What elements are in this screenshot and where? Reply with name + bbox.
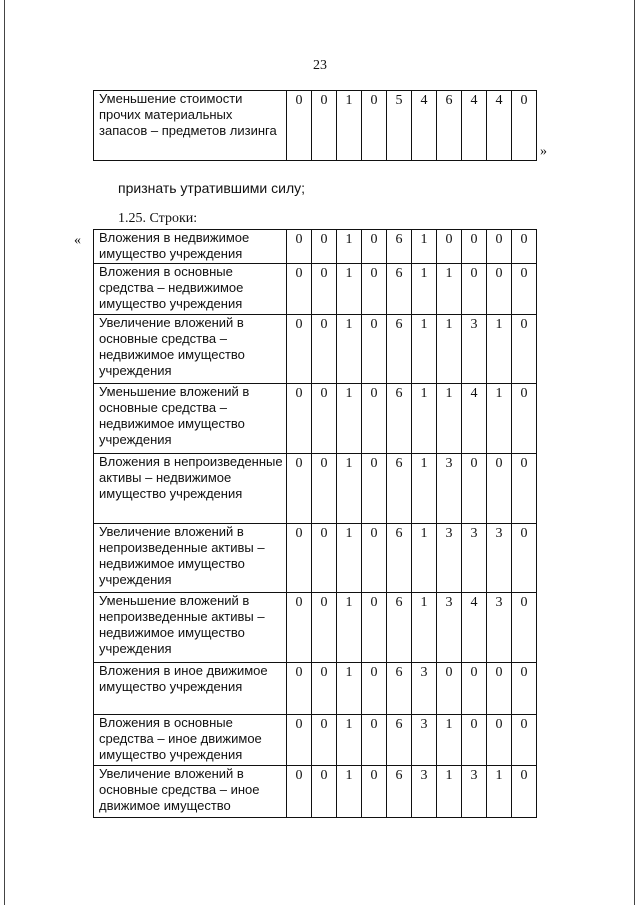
code-digit-cell: 1	[412, 315, 437, 384]
code-digit-cell: 3	[437, 524, 462, 593]
code-digit-cell: 6	[387, 766, 412, 818]
code-digit-cell: 0	[512, 91, 537, 161]
code-digit-cell: 0	[512, 593, 537, 663]
row-description: Вложения в непроизведенные активы – недвижимое имущество учреждения	[94, 454, 287, 524]
row-description: Вложения в иное движимое имущество учреждения	[94, 663, 287, 715]
code-digit-cell: 3	[437, 454, 462, 524]
code-digit-cell: 0	[512, 454, 537, 524]
code-digit-cell: 0	[312, 264, 337, 315]
code-digit-cell: 0	[437, 663, 462, 715]
code-digit-cell: 4	[412, 91, 437, 161]
code-digit-cell: 6	[387, 663, 412, 715]
code-digit-cell: 0	[362, 593, 387, 663]
row-description: Уменьшение вложений в непроизведенные активы – недвижимое имущество учреждения	[94, 593, 287, 663]
code-digit-cell: 0	[462, 230, 487, 264]
code-digit-cell: 1	[337, 663, 362, 715]
code-digit-cell: 0	[462, 454, 487, 524]
code-table-2	[93, 229, 537, 818]
code-digit-cell: 5	[387, 91, 412, 161]
code-digit-cell: 0	[362, 524, 387, 593]
code-digit-cell: 1	[437, 264, 462, 315]
code-digit-cell: 6	[387, 454, 412, 524]
code-digit-cell: 1	[337, 264, 362, 315]
code-digit-cell: 0	[287, 663, 312, 715]
code-digit-cell: 0	[287, 593, 312, 663]
code-digit-cell: 1	[337, 715, 362, 766]
code-digit-cell: 1	[412, 454, 437, 524]
opening-quote: «	[74, 233, 81, 248]
paragraph-heading: 1.25. Строки:	[118, 211, 198, 226]
code-digit-cell: 1	[337, 454, 362, 524]
table-row	[94, 715, 537, 766]
code-digit-cell: 0	[312, 454, 337, 524]
code-table-1	[93, 90, 537, 161]
code-digit-cell: 1	[437, 766, 462, 818]
code-digit-cell: 0	[362, 715, 387, 766]
code-digit-cell: 1	[337, 593, 362, 663]
code-digit-cell: 0	[437, 230, 462, 264]
closing-quote: »	[540, 144, 547, 159]
code-digit-cell: 0	[287, 715, 312, 766]
code-digit-cell: 1	[412, 593, 437, 663]
row-description: Увеличение вложений в основные средства – недвижимое имущество учреждения	[94, 315, 287, 384]
table-row	[94, 593, 537, 663]
code-digit-cell: 3	[487, 593, 512, 663]
code-digit-cell: 1	[412, 384, 437, 454]
code-digit-cell: 6	[387, 264, 412, 315]
code-digit-cell: 1	[487, 384, 512, 454]
code-digit-cell: 6	[387, 230, 412, 264]
code-digit-cell: 0	[312, 593, 337, 663]
code-digit-cell: 0	[312, 91, 337, 161]
code-digit-cell: 0	[512, 264, 537, 315]
code-digit-cell: 0	[512, 766, 537, 818]
code-digit-cell: 0	[287, 384, 312, 454]
code-digit-cell: 0	[512, 384, 537, 454]
table-row	[94, 315, 537, 384]
code-digit-cell: 0	[462, 715, 487, 766]
code-digit-cell: 0	[287, 315, 312, 384]
code-digit-cell: 0	[312, 766, 337, 818]
code-digit-cell: 3	[462, 315, 487, 384]
table-row	[94, 454, 537, 524]
code-digit-cell: 3	[462, 766, 487, 818]
code-digit-cell: 3	[412, 663, 437, 715]
row-description: Увеличение вложений в непроизведенные активы – недвижимое имущество учреждения	[94, 524, 287, 593]
code-digit-cell: 0	[312, 524, 337, 593]
code-digit-cell: 1	[412, 524, 437, 593]
code-digit-cell: 0	[312, 230, 337, 264]
code-digit-cell: 0	[487, 454, 512, 524]
page-number: 23	[313, 58, 327, 73]
code-digit-cell: 0	[312, 715, 337, 766]
code-digit-cell: 4	[487, 91, 512, 161]
code-digit-cell: 6	[437, 91, 462, 161]
row-description: Вложения в недвижимое имущество учреждения	[94, 230, 287, 264]
code-digit-cell: 1	[412, 264, 437, 315]
code-digit-cell: 6	[387, 384, 412, 454]
code-digit-cell: 0	[362, 264, 387, 315]
code-digit-cell: 6	[387, 715, 412, 766]
table-row	[94, 524, 537, 593]
code-digit-cell: 0	[512, 315, 537, 384]
code-digit-cell: 4	[462, 384, 487, 454]
code-digit-cell: 0	[287, 524, 312, 593]
code-digit-cell: 0	[362, 230, 387, 264]
code-digit-cell: 0	[362, 384, 387, 454]
code-digit-cell: 3	[462, 524, 487, 593]
code-digit-cell: 0	[312, 663, 337, 715]
code-digit-cell: 0	[512, 230, 537, 264]
table-row	[94, 384, 537, 454]
code-digit-cell: 6	[387, 593, 412, 663]
paragraph-repeal: признать утратившими силу;	[118, 180, 306, 196]
code-digit-cell: 0	[362, 91, 387, 161]
code-digit-cell: 1	[337, 524, 362, 593]
code-digit-cell: 3	[412, 766, 437, 818]
code-digit-cell: 4	[462, 91, 487, 161]
code-digit-cell: 0	[487, 715, 512, 766]
row-description: Вложения в основные средства – иное движимое имущество учреждения	[94, 715, 287, 766]
code-digit-cell: 1	[337, 384, 362, 454]
table-row	[94, 91, 537, 161]
code-digit-cell: 3	[487, 524, 512, 593]
code-digit-cell: 1	[437, 384, 462, 454]
code-digit-cell: 0	[487, 264, 512, 315]
code-digit-cell: 1	[412, 230, 437, 264]
code-digit-cell: 0	[287, 230, 312, 264]
code-digit-cell: 0	[362, 663, 387, 715]
code-digit-cell: 4	[462, 593, 487, 663]
code-digit-cell: 0	[287, 264, 312, 315]
code-digit-cell: 0	[512, 715, 537, 766]
code-digit-cell: 1	[337, 315, 362, 384]
code-digit-cell: 0	[312, 384, 337, 454]
code-digit-cell: 0	[487, 230, 512, 264]
row-description: Увеличение вложений в основные средства – иное движимое имущество	[94, 766, 287, 818]
code-digit-cell: 0	[362, 454, 387, 524]
row-description: Уменьшение стоимости прочих материальных запасов – предметов лизинга	[94, 91, 287, 161]
code-digit-cell: 0	[362, 315, 387, 384]
code-digit-cell: 0	[462, 663, 487, 715]
table-row	[94, 766, 537, 818]
table-row	[94, 264, 537, 315]
code-digit-cell: 1	[487, 315, 512, 384]
code-digit-cell: 6	[387, 315, 412, 384]
code-digit-cell: 1	[337, 766, 362, 818]
code-digit-cell: 0	[362, 766, 387, 818]
code-digit-cell: 1	[337, 91, 362, 161]
code-digit-cell: 1	[487, 766, 512, 818]
code-digit-cell: 1	[437, 315, 462, 384]
table-row	[94, 230, 537, 264]
code-digit-cell: 1	[437, 715, 462, 766]
code-digit-cell: 0	[512, 524, 537, 593]
code-digit-cell: 0	[487, 663, 512, 715]
code-digit-cell: 0	[287, 766, 312, 818]
table-row	[94, 663, 537, 715]
code-digit-cell: 0	[312, 315, 337, 384]
row-description: Уменьшение вложений в основные средства – недвижимое имущество учреждения	[94, 384, 287, 454]
code-digit-cell: 6	[387, 524, 412, 593]
code-digit-cell: 3	[437, 593, 462, 663]
code-digit-cell: 0	[462, 264, 487, 315]
code-digit-cell: 0	[287, 91, 312, 161]
row-description: Вложения в основные средства – недвижимое имущество учреждения	[94, 264, 287, 315]
code-digit-cell: 3	[412, 715, 437, 766]
code-digit-cell: 1	[337, 230, 362, 264]
code-digit-cell: 0	[512, 663, 537, 715]
code-digit-cell: 0	[287, 454, 312, 524]
